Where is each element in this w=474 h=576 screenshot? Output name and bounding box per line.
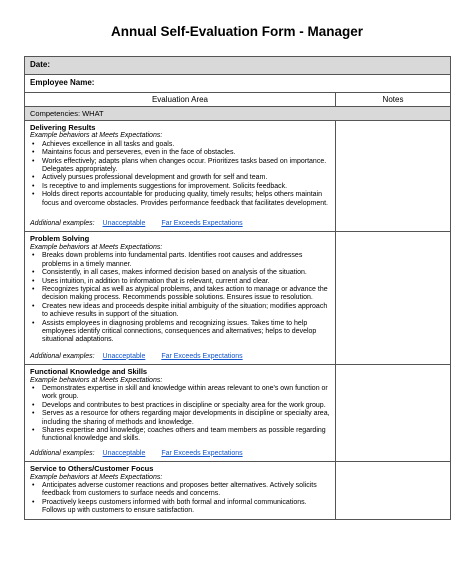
bullet-list [30,482,330,516]
unacceptable-link[interactable]: Unacceptable [102,352,146,360]
bullet-item: • Demonstrates expertise in skill and knowledge within areas relevant to one's own function or work group. [30,385,330,402]
bullet-item: • Develops and contributes to best practices in discipline or specialty area for the work group. [30,402,330,410]
bullet-item: • Serves as a resource for others regarding major developments in discipline or specialty area, including the sharing of methods and knowledge. [30,410,330,427]
bullet-list [30,385,330,444]
bullet-item: • Achieves excellence in all tasks and goals. [30,141,330,149]
far-exceeds-link[interactable]: Far Exceeds Expectations [161,352,243,360]
date-label: Date: [30,60,51,69]
bullet-item: • Is receptive to and implements suggestions for improvement. Solicits feedback. [30,183,330,191]
bullet-item: • Anticipates adverse customer reactions and proposes better alternatives. Actively solicits feedback from customers to surface needs and concerns. [30,482,330,499]
section-delivering-results [25,121,336,232]
competencies-row: Competencies: WHAT [25,107,451,121]
bullet-item: • Assists employees in diagnosing problems and recognizing issues. Takes time to help employees identify critical connections, consequences and alternatives; helps to develop situational adaptations. [30,320,330,345]
notes-cell[interactable] [336,462,451,519]
section-row [25,365,451,462]
unacceptable-link[interactable]: Unacceptable [102,449,146,457]
section-row [25,121,451,232]
section-subtitle: Example behaviors at Meets Expectations: [30,473,163,481]
evaluation-area-header: Evaluation Area [25,93,336,107]
section-functional-knowledge [25,365,336,462]
bullet-item: • Recognizes typical as well as atypical problems, and takes action to manage or advance the decision making process. Recommends possible solutions. Ensures issue to resolution. [30,286,330,303]
section-title: Problem Solving [30,234,90,244]
employee-name-label: Employee Name: [30,78,95,87]
additional-examples [30,353,330,361]
section-title: Delivering Results [30,123,96,132]
additional-examples-label: Additional examples: [30,449,95,457]
section-subtitle: Example behaviors at Meets Expectations: [30,376,163,384]
bullet-item: • Actively pursues professional development and growth for self and team. [30,174,330,182]
form-title: Annual Self-Evaluation Form - Manager [110,24,364,39]
bullet-item: • Consistently, in all cases, makes informed decision based on analysis of the situation. [30,269,330,277]
notes-cell[interactable] [336,365,451,462]
section-row [25,232,451,365]
date-field[interactable] [25,57,451,75]
notes-cell[interactable] [336,121,451,232]
unacceptable-link[interactable]: Unacceptable [102,220,146,228]
bullet-item: • Shares expertise and knowledge; coaches others and team members as possible regarding functional knowledge and skills. [30,427,330,444]
section-subtitle: Example behaviors at Meets Expectations: [30,243,163,251]
section-service-to-others [25,462,336,519]
additional-examples-label: Additional examples: [30,220,95,228]
far-exceeds-link[interactable]: Far Exceeds Expectations [161,449,243,457]
evaluation-table [24,56,451,520]
bullet-item: • Uses intuition, in addition to information that is relevant, current and clear. [30,278,330,286]
section-subtitle: Example behaviors at Meets Expectations: [30,132,163,140]
section-title: Service to Others/Customer Focus [30,464,154,474]
bullet-item: • Breaks down problems into fundamental parts. Identifies root causes and addresses problems in a timely manner. [30,252,330,269]
employee-name-field[interactable] [25,75,451,93]
bullet-list [30,252,330,344]
additional-examples-label: Additional examples: [30,352,95,360]
notes-cell[interactable] [336,232,451,365]
far-exceeds-link[interactable]: Far Exceeds Expectations [161,220,243,228]
bullet-item: • Holds direct reports accountable for producing quality, timely results; helps others maintain focus and overcome obstacles. Provides performance feedback that facilitates development. [30,191,330,208]
section-row [25,462,451,519]
notes-header: Notes [336,93,451,107]
section-problem-solving [25,232,336,365]
section-title: Functional Knowledge and Skills [30,367,148,377]
bullet-item: • Proactively keeps customers informed with both formal and informal communications. Follows up with customers to ensure satisfaction. [30,499,330,516]
bullet-list [30,141,330,208]
bullet-item: • Creates new ideas and proceeds despite initial ambiguity of the situation; modifies approach to achieve results in support of the situation. [30,303,330,320]
additional-examples [30,450,330,458]
bullet-item: • Works effectively; adapts plans when changes occur. Prioritizes tasks based on importance. Delegates appropriately. [30,158,330,175]
bullet-item: • Maintains focus and perseveres, even in the face of obstacles. [30,149,330,157]
additional-examples [30,220,330,228]
